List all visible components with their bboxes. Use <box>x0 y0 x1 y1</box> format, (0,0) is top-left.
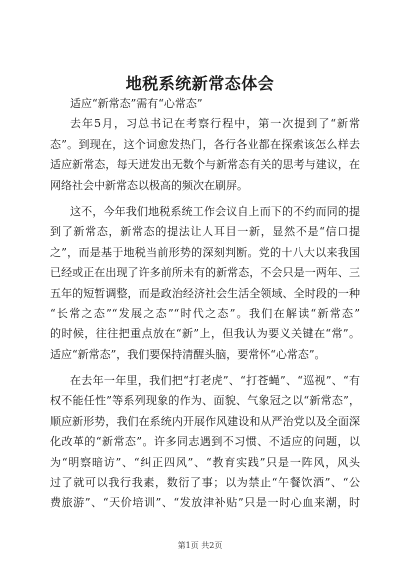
paragraph-line: 态”。到现在，这个词愈发热门，各行各业都在探索该怎么样去 <box>50 137 360 151</box>
paragraph-line: 费旅游”、“天价培训”、“发放津补贴”只是一时心血来潮，时 <box>50 496 360 510</box>
paragraph-line: 适应“新常态”需有“心常态” <box>70 97 203 110</box>
paragraph-work-style <box>50 371 360 514</box>
paragraph-line: 化改革的“新常态”。许多同志遇到不习惯、不适应的问题，以 <box>50 435 360 449</box>
document-title: 地税系统新常态体会 <box>125 74 275 93</box>
paragraph-line: 的时候，往往把重点放在“新”上，但我认为要义关键在“常”。 <box>50 327 360 341</box>
document-body <box>50 94 360 514</box>
page-number: 第1页 共2页 <box>177 541 223 550</box>
paragraph-line: 去年5月，习总书记在考察行程中，第一次提到了“新常 <box>70 117 360 131</box>
paragraph-line: 这不，今年我们地税系统工作会议自上而下的不约而同的提 <box>70 204 360 218</box>
paragraph-line: 适应“新常态”，我们要保持清醒头脑，要常怀“心常态”。 <box>50 347 326 361</box>
paragraph-line: 适应新常态，每天迸发出无数个与新常态有关的思考与建议，在 <box>50 158 360 172</box>
paragraph-line: 五年的短暂调整，而是政治经济社会生活全领域、全时段的一种 <box>50 286 360 300</box>
paragraph-line: 在去年一年里，我们把“打老虎”、“打苍蝇”、“巡视”、“有 <box>70 374 360 388</box>
paragraph-new-normal <box>50 202 360 365</box>
paragraph-line: 顺应新形势，我们在系统内开展作风建设和从严治党以及全面深 <box>50 414 360 428</box>
paragraph-line: “长常之态”“发展之态”“时代之态”。我们在解读“新常态” <box>50 306 360 320</box>
paragraph-line: 过了就可以我行我素，数衍了事；以为禁止“午餐饮酒”、“公 <box>50 476 360 490</box>
paragraph-intro <box>50 114 360 196</box>
paragraph-line: 之”，而是基于地税当前形势的深刻判断。党的十八大以来我国 <box>50 245 360 259</box>
paragraph-line: 为“明察暗访”、“纠正四风”、“教育实践”只是一阵风，风头 <box>50 455 360 469</box>
paragraph-line: 已经或正在出现了许多前所未有的新常态，不会只是一两年、三 <box>50 266 360 280</box>
paragraph-line: 到了新常态，新常态的提法让人耳目一新，显然不是“信口提 <box>50 225 360 239</box>
paragraph-line: 网络社会中新常态以极高的频次在刷屏。 <box>50 178 248 192</box>
paragraph-subtitle <box>50 94 360 114</box>
paragraph-line: 权不能任性”等系列现象的作为、面貌、气象冠之以“新常态”， <box>50 394 360 408</box>
